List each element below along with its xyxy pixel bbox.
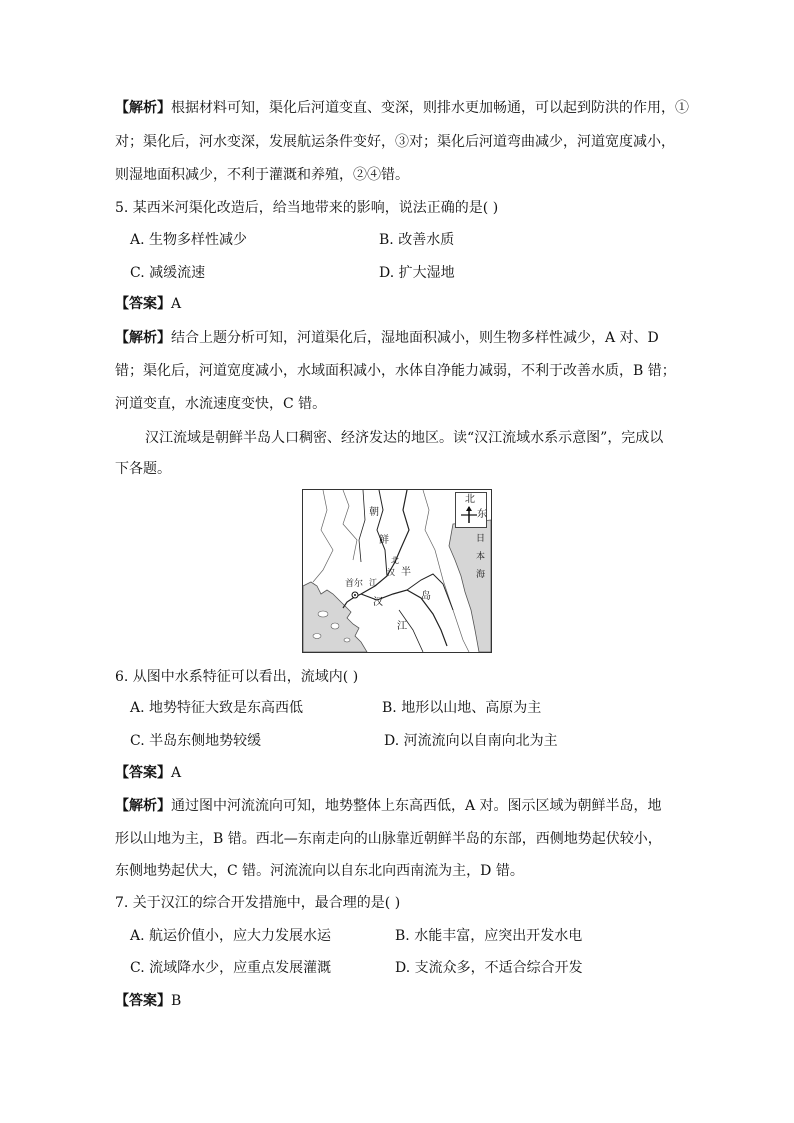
q6-answer bbox=[115, 763, 181, 783]
q7-option-a[interactable]: A. 航运价值小，应大力发展水运 bbox=[130, 928, 332, 944]
q6-answer-value: A bbox=[171, 765, 182, 781]
label-han: 汉 bbox=[373, 597, 383, 608]
intro-line-2: 下各题。 bbox=[115, 461, 171, 477]
q5-explanation-text-1: 结合上题分析可知，河道渠化后，湿地面积减小，则生物多样性减少，A 对、D bbox=[171, 330, 659, 346]
q5-option-b[interactable]: B. 改善水质 bbox=[379, 232, 455, 248]
q5-explanation-2: 错；渠化后，河道宽度减小，水域面积减小，水体自净能力减弱，不利于改善水质，B 错； bbox=[115, 363, 676, 379]
q6-option-c[interactable]: C. 半岛东侧地势较缓 bbox=[130, 733, 262, 749]
q6-explanation-3: 东侧地势起伏大，C 错。河流流向以自东北向西南流为主，D 错。 bbox=[115, 863, 524, 879]
label-chao: 朝 bbox=[369, 507, 379, 518]
question-5-stem: 5. 某西米河渠化改造后，给当地带来的影响，说法正确的是( ) bbox=[115, 200, 499, 216]
label-ri: 日 bbox=[476, 534, 486, 544]
q5-option-d[interactable]: D. 扩大湿地 bbox=[379, 265, 455, 281]
q7-option-c[interactable]: C. 流域降水少，应重点发展灌溉 bbox=[130, 960, 332, 976]
analysis-line-3: 则湿地面积减少，不利于灌溉和养殖，②④错。 bbox=[115, 167, 409, 183]
han-river-basin-map bbox=[302, 489, 492, 653]
tributary bbox=[377, 490, 387, 576]
q6-explanation-text-1: 通过图中河流流向可知，地势整体上东高西低，A 对。图示区域为朝鲜半岛，地 bbox=[171, 798, 662, 814]
compass bbox=[455, 492, 487, 528]
island bbox=[344, 638, 350, 642]
q5-explanation-1 bbox=[115, 328, 659, 348]
q5-explanation-label: 【解析】 bbox=[115, 330, 171, 346]
compass-north-label: 北 bbox=[465, 494, 475, 505]
label-xian: 鲜 bbox=[379, 535, 389, 546]
q5-option-a[interactable]: A. 生物多样性减少 bbox=[130, 232, 248, 248]
q5-explanation-3: 河道变直，水流速度变快，C 错。 bbox=[115, 396, 327, 412]
question-7-stem: 7. 关于汉江的综合开发措施中，最合理的是( ) bbox=[115, 895, 401, 911]
q6-option-b[interactable]: B. 地形以山地、高原为主 bbox=[382, 700, 542, 716]
q7-answer-value: B bbox=[171, 993, 182, 1009]
label-hai: 海 bbox=[476, 570, 486, 580]
q6-answer-label: 【答案】 bbox=[115, 765, 171, 781]
label-north-han-bei: 北 bbox=[391, 556, 399, 565]
compass-east-label: 东 bbox=[477, 509, 487, 520]
q7-option-d[interactable]: D. 支流众多，不适合综合开发 bbox=[395, 960, 583, 976]
q5-option-c[interactable]: C. 减缓流速 bbox=[130, 265, 206, 281]
q6-option-a[interactable]: A. 地势特征大致是东高西低 bbox=[130, 700, 304, 716]
q7-answer bbox=[115, 991, 181, 1011]
island bbox=[331, 623, 339, 629]
border-line bbox=[313, 490, 333, 582]
question-6-stem: 6. 从图中水系特征可以看出，流域内( ) bbox=[115, 669, 359, 685]
border-line bbox=[343, 490, 357, 560]
tributary bbox=[359, 490, 365, 562]
island bbox=[313, 634, 321, 639]
intro-line-1: 汉江流域是朝鲜半岛人口稠密、经济发达的地区。读“汉江流域水系示意图”，完成以 bbox=[145, 430, 664, 446]
label-jiang: 江 bbox=[397, 621, 407, 632]
label-dao: 岛 bbox=[421, 591, 431, 602]
q5-answer-value: A bbox=[171, 296, 182, 312]
analysis-line-2: 对；渠化后，河水变深，发展航运条件变好，③对；渠化后河道弯曲减少，河道宽度减小， bbox=[115, 134, 675, 150]
label-shouer: 首尔 bbox=[345, 579, 364, 589]
label-ben: 本 bbox=[476, 552, 486, 562]
label-north-han-jiang: 江 bbox=[369, 578, 377, 587]
q5-answer-label: 【答案】 bbox=[115, 296, 171, 312]
q6-explanation-2: 形以山地为主，B 错。西北—东南走向的山脉靠近朝鲜半岛的东部，西侧地势起伏较小， bbox=[115, 831, 662, 847]
label-north-han-han: 汉 bbox=[387, 568, 395, 577]
analysis-line-1 bbox=[115, 98, 689, 118]
q6-explanation-label: 【解析】 bbox=[115, 798, 171, 814]
label-ban: 半 bbox=[401, 567, 411, 578]
q6-explanation-1 bbox=[115, 796, 662, 816]
island bbox=[318, 611, 328, 617]
q6-option-d[interactable]: D. 河流流向以自南向北为主 bbox=[384, 733, 558, 749]
q5-answer bbox=[115, 294, 181, 314]
q7-option-b[interactable]: B. 水能丰富，应突出开发水电 bbox=[395, 928, 583, 944]
analysis-label: 【解析】 bbox=[115, 100, 171, 116]
q7-answer-label: 【答案】 bbox=[115, 993, 171, 1009]
analysis-text-1: 根据材料可知，渠化后河道变直、变深，则排水更加畅通，可以起到防洪的作用，① bbox=[171, 100, 689, 116]
